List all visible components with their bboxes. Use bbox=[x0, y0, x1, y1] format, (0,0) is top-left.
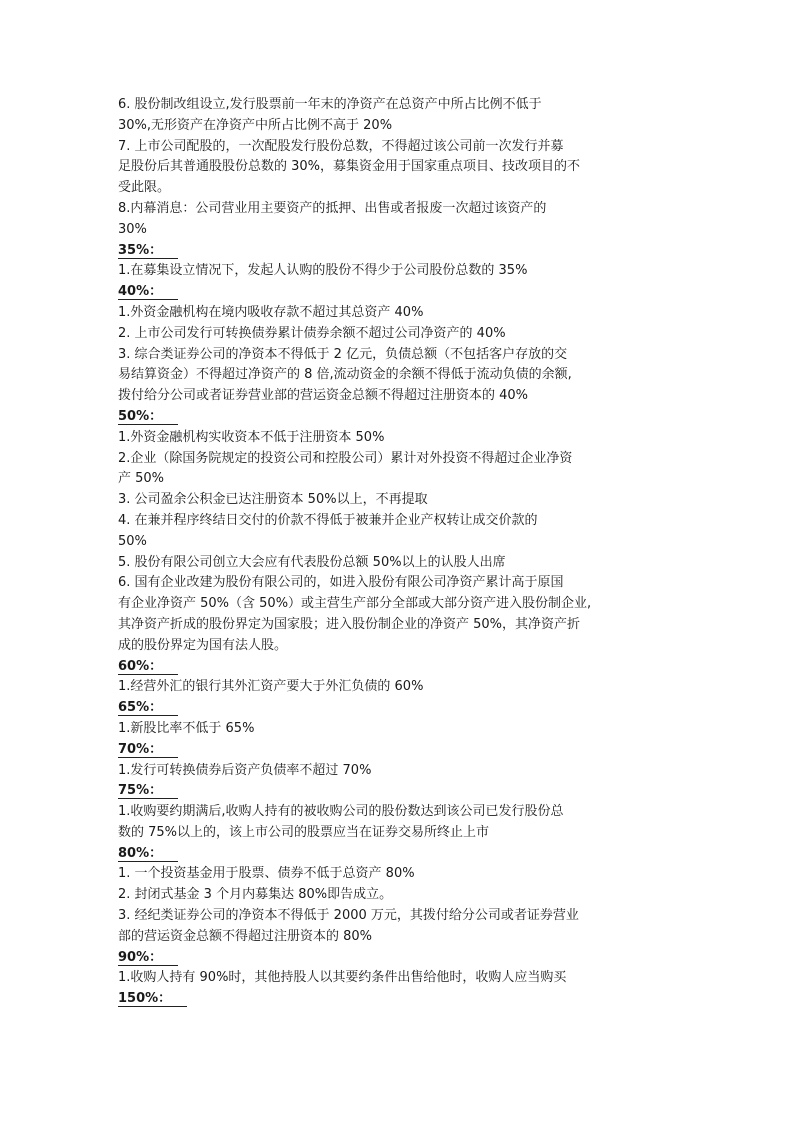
paragraph-line: 6. 国有企业改建为股份有限公司的，如进入股份有限公司净资产累计高于原国 bbox=[118, 575, 564, 591]
section-heading-label: 90%： bbox=[118, 950, 178, 966]
paragraph-line: 易结算资金）不得超过净资产的 8 倍,流动资金的余额不得低于流动负债的余额, bbox=[118, 367, 572, 383]
paragraph-line: 1.在募集设立情况下，发起人认购的股份不得少于公司股份总数的 35% bbox=[118, 263, 528, 279]
paragraph-line: 2. 上市公司发行可转换债券累计债券余额不超过公司净资产的 40% bbox=[118, 325, 506, 341]
document-page bbox=[118, 95, 683, 1010]
section-heading-label: 70%： bbox=[118, 742, 178, 758]
paragraph-line: 产 50% bbox=[118, 471, 165, 487]
section-heading-label: 60%： bbox=[118, 659, 178, 675]
paragraph-line: 1.外资金融机构实收资本不低于注册资本 50% bbox=[118, 429, 385, 445]
paragraph-line: 5. 股份有限公司创立大会应有代表股份总额 50%以上的认股人出席 bbox=[118, 554, 506, 570]
paragraph-line: 30% bbox=[118, 221, 147, 237]
section-heading bbox=[118, 657, 683, 678]
paragraph-line: 50% bbox=[118, 533, 147, 549]
paragraph-line: 30%,无形资产在净资产中所占比例不高于 20% bbox=[118, 117, 393, 133]
paragraph-line: 2. 封闭式基金 3 个月内募集达 80%即告成立。 bbox=[118, 887, 393, 903]
paragraph-line: 1.发行可转换债券后资产负债率不超过 70% bbox=[118, 762, 372, 778]
paragraph-line: 成的股份界定为国有法人股。 bbox=[118, 637, 288, 653]
section-heading-label: 65%： bbox=[118, 700, 178, 716]
section-heading-label: 150%： bbox=[118, 991, 187, 1007]
paragraph-line: 1.经营外汇的银行其外汇资产要大于外汇负债的 60% bbox=[118, 679, 424, 695]
paragraph-line: 4. 在兼并程序终结日交付的价款不得低于被兼并企业产权转让成交价款的 bbox=[118, 512, 538, 528]
paragraph-line: 7. 上市公司配股的，一次配股发行股份总数，不得超过该公司前一次发行并募 bbox=[118, 138, 564, 154]
paragraph-line: 数的 75%以上的，该上市公司的股票应当在证券交易所终止上市 bbox=[118, 824, 490, 840]
section-heading bbox=[118, 781, 683, 802]
section-heading bbox=[118, 282, 683, 303]
section-heading bbox=[118, 740, 683, 761]
paragraph-line: 2.企业（除国务院规定的投资公司和控股公司）累计对外投资不得超过企业净资 bbox=[118, 450, 573, 466]
paragraph-line: 其净资产折成的股份界定为国家股；进入股份制企业的净资产 50%，其净资产折 bbox=[118, 616, 581, 632]
section-heading bbox=[118, 844, 683, 865]
paragraph-line: 1.收购要约期满后,收购人持有的被收购公司的股份数达到该公司已发行股份总 bbox=[118, 804, 564, 820]
section-heading-label: 50%： bbox=[118, 409, 178, 425]
paragraph-line: 3. 综合类证券公司的净资本不得低于 2 亿元，负债总额（不包括客户存放的交 bbox=[118, 346, 568, 362]
section-heading bbox=[118, 241, 683, 262]
paragraph-line: 1.新股比率不低于 65% bbox=[118, 720, 255, 736]
paragraph-line: 足股份后其普通股股份总数的 30%，募集资金用于国家重点项目、技改项目的不 bbox=[118, 159, 581, 175]
section-heading-label: 35%： bbox=[118, 243, 178, 259]
section-heading-label: 40%： bbox=[118, 284, 178, 300]
section-heading bbox=[118, 407, 683, 428]
section-heading-label: 75%： bbox=[118, 783, 178, 799]
section-heading bbox=[118, 948, 683, 969]
paragraph-line: 6. 股份制改组设立,发行股票前一年末的净资产在总资产中所占比例不低于 bbox=[118, 97, 542, 112]
section-heading-label: 80%： bbox=[118, 846, 178, 862]
paragraph-line: 1. 一个投资基金用于股票、债券不低于总资产 80% bbox=[118, 866, 415, 882]
paragraph-line: 有企业净资产 50%（含 50%）或主营生产部分全部或大部分资产进入股份制企业, bbox=[118, 596, 592, 612]
section-heading bbox=[118, 989, 683, 1010]
paragraph-line: 3. 公司盈余公积金已达注册资本 50%以上，不再提取 bbox=[118, 492, 428, 508]
paragraph-line: 拨付给分公司或者证券营业部的营运资金总额不得超过注册资本的 40% bbox=[118, 388, 529, 404]
paragraph-line: 8.内幕消息：公司营业用主要资产的抵押、出售或者报废一次超过该资产的 bbox=[118, 200, 547, 216]
paragraph-line: 1.收购人持有 90%时，其他持股人以其要约条件出售给他时，收购人应当购买 bbox=[118, 970, 567, 986]
paragraph-line: 1.外资金融机构在境内吸收存款不超过其总资产 40% bbox=[118, 304, 424, 320]
paragraph-line: 部的营运资金总额不得超过注册资本的 80% bbox=[118, 928, 373, 944]
paragraph-line: 3. 经纪类证券公司的净资本不得低于 2000 万元，其拨付给分公司或者证券营业 bbox=[118, 908, 579, 924]
section-heading bbox=[118, 698, 683, 719]
paragraph-line: 受此限。 bbox=[118, 180, 171, 196]
